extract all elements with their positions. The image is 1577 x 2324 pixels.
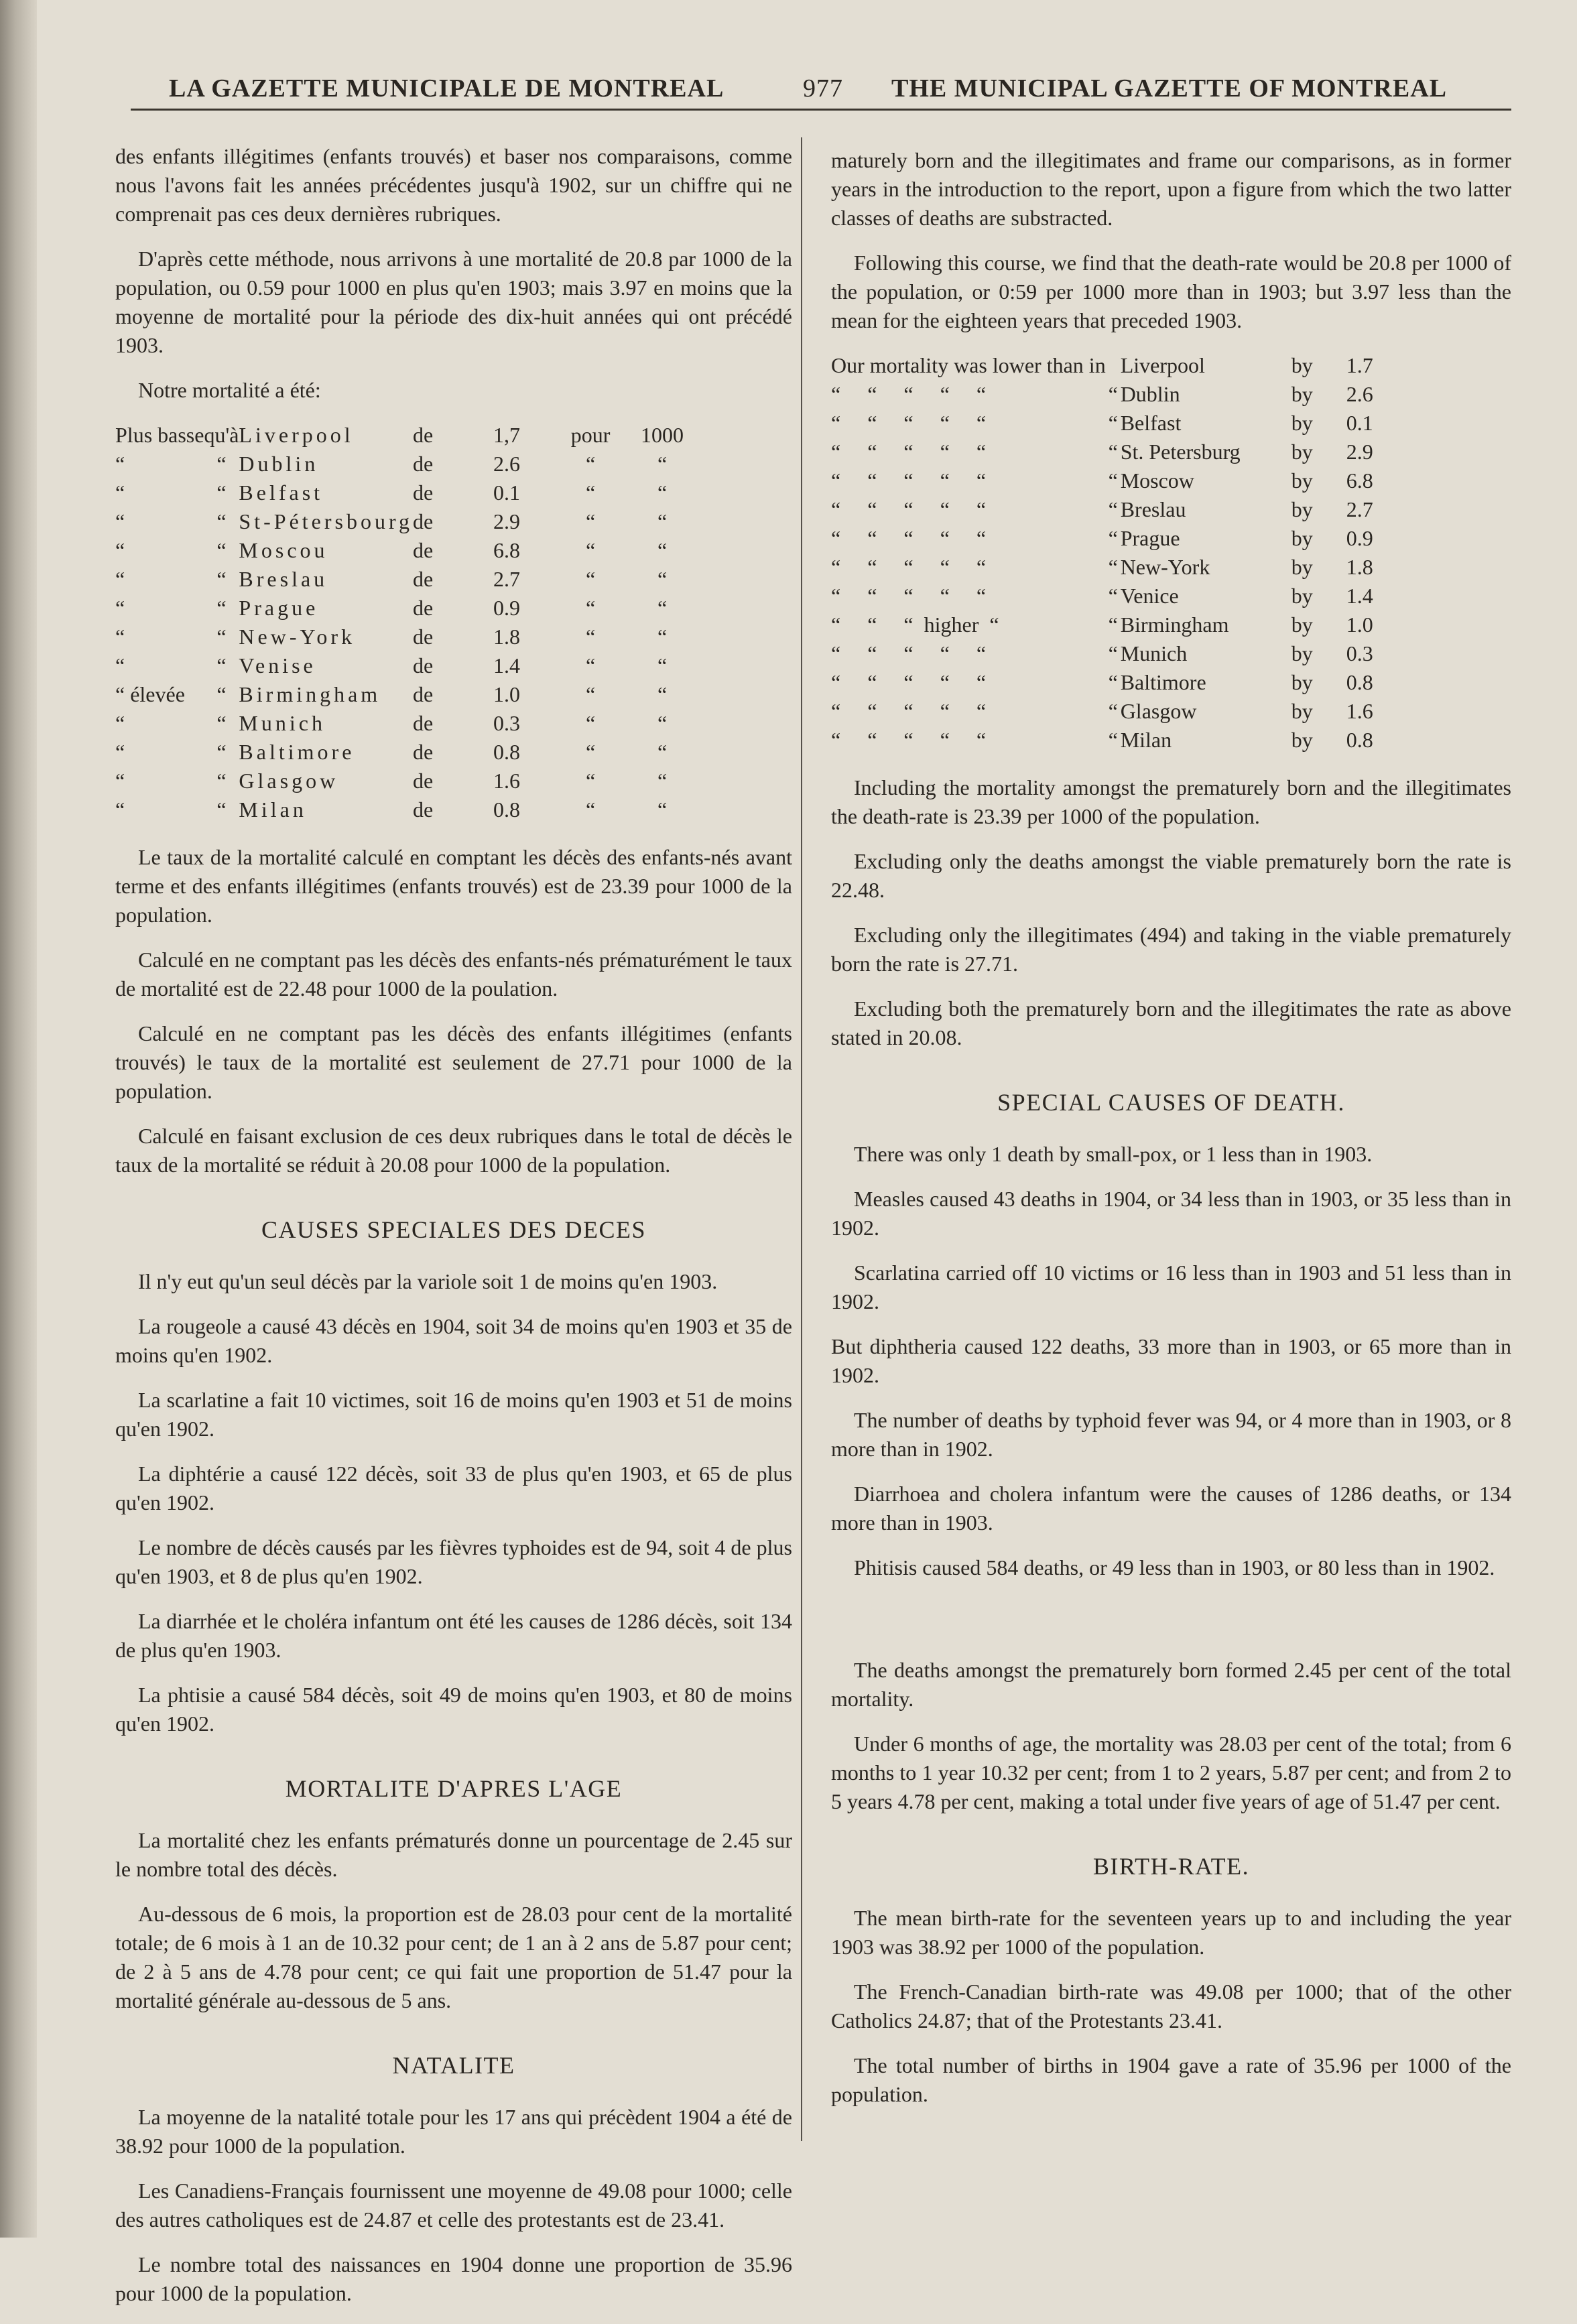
fr-row-ditto: “ <box>216 653 227 677</box>
fr-row-mille: “ <box>657 480 668 505</box>
en-six-months-paragraph: Under 6 months of age, the mortality was 28.03 per cent of the total; from 6 months to 1 year 10.32 per cent; from 1 to 2 years, 5.87 per cent; and from 2 to 5 years 4.78 per cent, making a total under five years of age of 51.47 per cent. <box>831 1732 1511 1813</box>
english-column <box>831 146 1511 2125</box>
fr-row-ditto: “ <box>216 797 227 822</box>
fr-row-city: Breslau <box>239 567 328 591</box>
fr-age-heading: MORTALITE D'APRES L'AGE <box>285 1775 623 1802</box>
fr-typhoides-paragraph: Le nombre de décès causés par les fièvres typhoides est de 94, soit 4 de plus qu'en 1903, et 8 de plus qu'en 1902. <box>115 1535 792 1588</box>
en-row-city: Liverpool <box>1120 353 1205 377</box>
en-row-city: Prague <box>1120 526 1180 550</box>
fr-row-qualifier: “ <box>115 797 125 822</box>
en-row-value: 1.0 <box>1346 612 1373 637</box>
en-row-city: Baltimore <box>1120 670 1206 694</box>
en-row-city: Breslau <box>1120 497 1186 521</box>
fr-calc2-paragraph: Calculé en ne comptant pas les décès des enfants illégitimes (enfants trouvés) le taux de la mortalité est seulement de 27.71 pour 1000 de la population. <box>115 1021 792 1103</box>
en-measles-paragraph: Measles caused 43 deaths in 1904, or 34 less than in 1903, or 35 less than in 1902. <box>831 1187 1511 1240</box>
en-row-by: by <box>1291 440 1313 464</box>
en-mortality-row <box>831 639 1373 668</box>
fr-row-value: 1.4 <box>493 653 521 677</box>
fr-intro-paragraph: des enfants illégitimes (enfants trouvés) et baser nos comparaisons, comme nous l'avons fait les années précédentes jusqu'à 1902, sur un chiffre qui ne comprenait pas ces deux dernières rubriques. <box>115 144 792 226</box>
fr-row-pour: “ <box>585 452 596 476</box>
fr-row-value: 0.8 <box>493 797 521 822</box>
page-binding-edge <box>0 0 37 2238</box>
fr-row-de: de <box>413 740 434 764</box>
fr-row-de: de <box>413 769 434 793</box>
en-row-city: Glasgow <box>1120 699 1197 723</box>
fr-calc1-paragraph: Calculé en ne comptant pas les décès des enfants-nés prématurément le taux de mortalité est de 22.48 pour 1000 de la poulation. <box>115 948 792 1000</box>
fr-premat-paragraph: La mortalité chez les enfants prématurés donne un pourcentage de 2.45 sur le nombre total des décès. <box>115 1828 792 1881</box>
fr-row-ditto: “ <box>216 452 227 476</box>
fr-calc3-paragraph: Calculé en faisant exclusion de ces deux rubriques dans le total de décès le taux de la mortalité se réduit à 20.08 pour 1000 de la population. <box>115 1124 792 1177</box>
fr-mortality-row <box>115 536 684 565</box>
fr-row-city: Baltimore <box>239 740 355 764</box>
fr-row-city: Glasgow <box>239 769 339 793</box>
french-column <box>115 142 792 2324</box>
fr-row-qualifier: “ <box>115 596 125 620</box>
fr-row-pour: “ <box>585 625 596 649</box>
fr-row-ditto: “ <box>216 682 227 706</box>
fr-row-value: 1.0 <box>493 682 521 706</box>
fr-total-births-paragraph: Le nombre total des naissances en 1904 donne une proportion de 35.96 pour 1000 de la population. <box>115 2252 792 2305</box>
fr-row-qualifier: “ <box>115 509 125 533</box>
en-row-by: by <box>1291 641 1313 665</box>
fr-row-pour: “ <box>585 653 596 677</box>
fr-row-pour: “ <box>585 538 596 562</box>
en-row-city: Moscow <box>1120 468 1194 493</box>
en-premat-paragraph: The deaths amongst the prematurely born formed 2.45 per cent of the total mortality. <box>831 1658 1511 1711</box>
en-row-value: 1.7 <box>1346 353 1373 377</box>
fr-mortality-row <box>115 421 684 450</box>
fr-row-mille: “ <box>657 452 668 476</box>
fr-row-city: Moscou <box>239 538 328 562</box>
en-row-city: Dublin <box>1120 382 1180 406</box>
en-row-by: by <box>1291 728 1313 752</box>
en-row-ditto: “ <box>1108 699 1118 723</box>
en-row-city: Milan <box>1120 728 1172 752</box>
en-mortality-row <box>831 582 1373 610</box>
fr-row-de: de <box>413 509 434 533</box>
en-row-by: by <box>1291 584 1313 608</box>
en-mortality-row <box>831 697 1373 726</box>
fr-row-mille: “ <box>657 567 668 591</box>
french-header-title: LA GAZETTE MUNICIPALE DE MONTREAL <box>169 74 724 103</box>
fr-row-pour: pour <box>570 423 611 447</box>
en-row-ditto: “ <box>1108 641 1118 665</box>
en-mortality-row <box>831 438 1373 466</box>
fr-row-city: New-York <box>239 625 356 649</box>
fr-mortality-row <box>115 709 684 738</box>
en-row-value: 0.3 <box>1346 641 1373 665</box>
en-row-lead: “ “ “ “ “ <box>831 641 987 665</box>
fr-row-mille: “ <box>657 740 668 764</box>
fr-six-months-paragraph: Au-dessous de 6 mois, la proportion est de 28.03 pour cent de la mortalité totale; de 6 mois à 1 an de 10.32 pour cent; de 1 an à 2 ans de 5.87 pour cent; de 2 à 5 ans de 4.78 pour cent; ce qui fait une proportion de 51.47 pour la mortalité générale au-dessous de 5 ans. <box>115 1902 792 2012</box>
fr-row-qualifier: “ <box>115 538 125 562</box>
fr-row-city: Belfast <box>239 480 324 505</box>
en-intro-paragraph: maturely born and the illegitimates and frame our comparisons, as in former years in the introduction to the report, upon a figure from which the two latter classes of deaths are substracted. <box>831 148 1511 230</box>
fr-row-ditto: “ <box>216 711 227 735</box>
en-row-by: by <box>1291 699 1313 723</box>
en-row-ditto: “ <box>1108 468 1118 493</box>
en-row-value: 1.8 <box>1346 555 1373 579</box>
fr-mortality-row <box>115 450 684 478</box>
fr-row-qualifier: “ <box>115 769 125 793</box>
en-row-value: 2.7 <box>1346 497 1373 521</box>
en-row-value: 2.6 <box>1346 382 1373 406</box>
en-mortality-row <box>831 553 1373 582</box>
fr-row-de: de <box>413 423 434 447</box>
en-following-paragraph: Following this course, we find that the death-rate would be 20.8 per 1000 of the population, or 0:59 per 1000 more than in 1903; but 3.97 less than the mean for the eighteen years that preceded 1903. <box>831 251 1511 332</box>
fr-row-qualifier: “ <box>115 480 125 505</box>
fr-diphterie-paragraph: La diphtérie a causé 122 décès, soit 33 de plus qu'en 1903, et 65 de plus qu'en 1902. <box>115 1462 792 1514</box>
fr-row-pour: “ <box>585 682 596 706</box>
fr-row-qualifier: “ <box>115 452 125 476</box>
en-row-by: by <box>1291 353 1313 377</box>
en-row-ditto: “ <box>1108 670 1118 694</box>
en-row-ditto: “ <box>1108 411 1118 435</box>
fr-mortality-row <box>115 795 684 824</box>
fr-row-city: Munich <box>239 711 326 735</box>
en-row-value: 0.1 <box>1346 411 1373 435</box>
fr-row-mille: 1000 <box>641 423 684 447</box>
en-row-value: 1.4 <box>1346 584 1373 608</box>
fr-mortality-row <box>115 738 684 767</box>
fr-mortality-row <box>115 767 684 795</box>
fr-row-city: Milan <box>239 797 307 822</box>
fr-row-pour: “ <box>585 567 596 591</box>
en-row-ditto: “ <box>1108 728 1118 752</box>
en-mortality-row <box>831 495 1373 524</box>
fr-row-mille: “ <box>657 653 668 677</box>
fr-mortality-row <box>115 478 684 507</box>
fr-row-value: 1.6 <box>493 769 521 793</box>
fr-row-pour: “ <box>585 480 596 505</box>
fr-scarlatine-paragraph: La scarlatine a fait 10 victimes, soit 16 de moins qu'en 1903 et 51 de moins qu'en 1902. <box>115 1388 792 1441</box>
fr-row-de: de <box>413 480 434 505</box>
fr-row-mille: “ <box>657 625 668 649</box>
fr-row-pour: “ <box>585 509 596 533</box>
en-mortality-row <box>831 610 1373 639</box>
page-header <box>127 74 1488 114</box>
fr-row-de: de <box>413 538 434 562</box>
fr-row-ditto: “ <box>216 769 227 793</box>
fr-row-city: Dublin <box>239 452 319 476</box>
en-row-ditto: “ <box>1108 526 1118 550</box>
en-excluding1-paragraph: Excluding only the deaths amongst the viable prematurely born the rate is 22.48. <box>831 849 1511 902</box>
en-mortality-row <box>831 351 1373 380</box>
en-row-lead: “ “ “ “ “ <box>831 584 987 608</box>
fr-row-de: de <box>413 653 434 677</box>
en-row-value: 0.9 <box>1346 526 1373 550</box>
fr-mortality-lead: Notre mortalité a été: <box>138 378 321 402</box>
fr-mortality-table <box>115 421 684 824</box>
fr-row-city: Liverpool <box>239 423 354 447</box>
fr-row-value: 6.8 <box>493 538 521 562</box>
fr-row-city: Venise <box>239 653 316 677</box>
en-row-lead: “ “ “ “ “ <box>831 468 987 493</box>
fr-row-mille: “ <box>657 769 668 793</box>
fr-row-mille: “ <box>657 711 668 735</box>
en-french-canadian-paragraph: The French-Canadian birth-rate was 49.08 per 1000; that of the other Catholics 24.87; that of the Protestants 23.41. <box>831 1980 1511 2032</box>
en-excluding3-paragraph: Excluding both the prematurely born and the illegitimates the rate as above stated in 20.08. <box>831 996 1511 1049</box>
fr-row-ditto: “ <box>216 509 227 533</box>
en-row-by: by <box>1291 468 1313 493</box>
fr-mortality-row <box>115 565 684 594</box>
en-row-by: by <box>1291 670 1313 694</box>
en-mortality-row <box>831 726 1373 755</box>
fr-row-value: 0.1 <box>493 480 521 505</box>
en-row-ditto: “ <box>1108 382 1118 406</box>
fr-rate-paragraph: Le taux de la mortalité calculé en comptant les décès des enfants-nés avant terme et des enfants illégitimes (enfants trouvés) est de 23.39 pour 1000 de la population. <box>115 845 792 927</box>
fr-row-ditto: “ <box>216 740 227 764</box>
fr-row-value: 2.9 <box>493 509 521 533</box>
en-row-lead: “ “ “ “ “ <box>831 670 987 694</box>
fr-row-ditto: “ <box>216 625 227 649</box>
en-total-births-paragraph: The total number of births in 1904 gave a rate of 35.96 per 1000 of the population. <box>831 2053 1511 2106</box>
en-row-value: 6.8 <box>1346 468 1373 493</box>
page-number: 977 <box>803 74 843 103</box>
fr-mortality-row <box>115 594 684 623</box>
fr-mortality-row <box>115 507 684 536</box>
en-row-lead: “ “ “ “ “ <box>831 526 987 550</box>
fr-natalite-heading: NATALITE <box>392 2052 515 2079</box>
en-phitisis-paragraph: Phitisis caused 584 deaths, or 49 less than in 1903, or 80 less than in 1902. <box>854 1555 1495 1579</box>
fr-row-ditto: qu'à <box>204 423 239 447</box>
en-row-ditto: “ <box>1108 497 1118 521</box>
en-row-lead: Our mortality was lower than in <box>831 353 1106 377</box>
en-row-by: by <box>1291 497 1313 521</box>
fr-row-de: de <box>413 625 434 649</box>
en-birth-rate-heading: BIRTH-RATE. <box>1092 1853 1250 1880</box>
fr-row-ditto: “ <box>216 480 227 505</box>
fr-row-value: 0.9 <box>493 596 521 620</box>
en-row-by: by <box>1291 411 1313 435</box>
en-row-ditto: “ <box>1108 440 1118 464</box>
fr-row-pour: “ <box>585 769 596 793</box>
fr-row-qualifier: “ <box>115 625 125 649</box>
en-row-lead: “ “ “ “ “ <box>831 497 987 521</box>
fr-mortality-row <box>115 623 684 651</box>
fr-row-qualifier: Plus basse <box>115 423 204 447</box>
fr-moyenne-paragraph: La moyenne de la natalité totale pour les 17 ans qui précèdent 1904 a été de 38.92 pour 1000 de la population. <box>115 2105 792 2158</box>
en-mortality-row <box>831 380 1373 409</box>
en-mortality-row <box>831 668 1373 697</box>
en-row-city: Munich <box>1120 641 1188 665</box>
en-row-city: New-York <box>1120 555 1210 579</box>
en-row-lead: “ “ “ “ “ <box>831 699 987 723</box>
en-mortality-row <box>831 524 1373 553</box>
en-row-lead: “ “ “ higher “ <box>831 612 999 637</box>
en-mean-birth-paragraph: The mean birth-rate for the seventeen years up to and including the year 1903 was 38.92 per 1000 of the population. <box>831 1906 1511 1959</box>
fr-causes-heading: CAUSES SPECIALES DES DECES <box>261 1216 647 1243</box>
fr-row-value: 0.3 <box>493 711 521 735</box>
en-row-lead: “ “ “ “ “ <box>831 555 987 579</box>
fr-canadiens-paragraph: Les Canadiens-Français fournissent une moyenne de 49.08 pour 1000; celle des autres catholiques est de 24.87 et celle des protestants est de 23.41. <box>115 2179 792 2232</box>
en-row-by: by <box>1291 526 1313 550</box>
fr-row-qualifier: “ <box>115 740 125 764</box>
fr-row-mille: “ <box>657 596 668 620</box>
fr-row-pour: “ <box>585 711 596 735</box>
en-mortality-row <box>831 409 1373 438</box>
column-divider <box>801 137 802 2141</box>
fr-mortality-row <box>115 651 684 680</box>
fr-row-city: Birmingham <box>239 682 381 706</box>
en-including-paragraph: Including the mortality amongst the prematurely born and the illegitimates the death-rate is 23.39 per 1000 of the population. <box>831 775 1511 828</box>
en-row-ditto: “ <box>1108 584 1118 608</box>
en-row-value: 1.6 <box>1346 699 1373 723</box>
en-diphtheria-paragraph: But diphtheria caused 122 deaths, 33 more than in 1903, or 65 more than in 1902. <box>831 1334 1511 1387</box>
fr-row-de: de <box>413 596 434 620</box>
fr-diarrhee-paragraph: La diarrhée et le choléra infantum ont été les causes de 1286 décès, soit 134 de plus qu'en 1903. <box>115 1609 792 1662</box>
en-row-city: St. Petersburg <box>1120 440 1241 464</box>
fr-row-de: de <box>413 452 434 476</box>
fr-phtisie-paragraph: La phtisie a causé 584 décès, soit 49 de moins qu'en 1903, et 80 de moins qu'en 1902. <box>115 1683 792 1736</box>
english-header-title: THE MUNICIPAL GAZETTE OF MONTREAL <box>891 74 1447 103</box>
fr-row-value: 0.8 <box>493 740 521 764</box>
en-row-city: Venice <box>1120 584 1179 608</box>
fr-row-de: de <box>413 567 434 591</box>
en-mortality-row <box>831 466 1373 495</box>
en-row-ditto <box>1106 351 1121 380</box>
fr-row-de: de <box>413 797 434 822</box>
en-row-by: by <box>1291 555 1313 579</box>
en-row-value: 0.8 <box>1346 728 1373 752</box>
en-scarlatina-paragraph: Scarlatina carried off 10 victims or 16 less than in 1903 and 51 less than in 1902. <box>831 1261 1511 1313</box>
fr-row-qualifier: “ élevée <box>115 682 185 706</box>
en-row-ditto: “ <box>1108 555 1118 579</box>
fr-row-value: 1,7 <box>493 423 521 447</box>
en-causes-heading: SPECIAL CAUSES OF DEATH. <box>997 1089 1345 1116</box>
en-row-value: 0.8 <box>1346 670 1373 694</box>
fr-method-paragraph: D'après cette méthode, nous arrivons à une mortalité de 20.8 par 1000 de la population, ou 0.59 pour 1000 en plus qu'en 1903; mais 3.97 en moins que la moyenne de mortalité pour la période des dix-huit années qui ont précédé 1903. <box>115 247 792 357</box>
fr-row-mille: “ <box>657 538 668 562</box>
en-mortality-table <box>831 351 1373 755</box>
fr-row-de: de <box>413 711 434 735</box>
fr-rougeole-paragraph: La rougeole a causé 43 décès en 1904, soit 34 de moins qu'en 1903 et 35 de moins qu'en 1902. <box>115 1314 792 1367</box>
en-smallpox-paragraph: There was only 1 death by small-pox, or 1 less than in 1903. <box>854 1142 1373 1166</box>
en-diarrhoea-paragraph: Diarrhoea and cholera infantum were the causes of 1286 deaths, or 134 more than in 1903. <box>831 1482 1511 1535</box>
fr-row-value: 2.6 <box>493 452 521 476</box>
fr-row-mille: “ <box>657 682 668 706</box>
en-row-lead: “ “ “ “ “ <box>831 382 987 406</box>
en-row-city: Belfast <box>1120 411 1182 435</box>
fr-mortality-row <box>115 680 684 709</box>
en-row-ditto: “ <box>1108 612 1118 637</box>
en-row-lead: “ “ “ “ “ <box>831 728 987 752</box>
fr-row-de: de <box>413 682 434 706</box>
fr-row-ditto: “ <box>216 538 227 562</box>
fr-row-pour: “ <box>585 596 596 620</box>
fr-row-mille: “ <box>657 509 668 533</box>
fr-row-city: St-Pétersbourg <box>239 509 414 533</box>
fr-row-value: 2.7 <box>493 567 521 591</box>
fr-row-qualifier: “ <box>115 653 125 677</box>
fr-row-pour: “ <box>585 740 596 764</box>
fr-row-ditto: “ <box>216 596 227 620</box>
en-row-by: by <box>1291 382 1313 406</box>
fr-row-city: Prague <box>239 596 319 620</box>
en-row-value: 2.9 <box>1346 440 1373 464</box>
fr-row-mille: “ <box>657 797 668 822</box>
fr-row-qualifier: “ <box>115 711 125 735</box>
en-typhoid-paragraph: The number of deaths by typhoid fever was 94, or 4 more than in 1903, or 8 more than in 1902. <box>831 1408 1511 1461</box>
en-row-lead: “ “ “ “ “ <box>831 440 987 464</box>
en-row-by: by <box>1291 612 1313 637</box>
en-row-city: Birmingham <box>1120 612 1229 637</box>
header-rule <box>131 109 1511 111</box>
fr-row-value: 1.8 <box>493 625 521 649</box>
en-excluding2-paragraph: Excluding only the illegitimates (494) and taking in the viable prematurely born the rate is 27.71. <box>831 923 1511 976</box>
fr-variole-paragraph: Il n'y eut qu'un seul décès par la variole soit 1 de moins qu'en 1903. <box>138 1269 718 1293</box>
fr-row-pour: “ <box>585 797 596 822</box>
en-row-lead: “ “ “ “ “ <box>831 411 987 435</box>
fr-row-qualifier: “ <box>115 567 125 591</box>
fr-row-ditto: “ <box>216 567 227 591</box>
